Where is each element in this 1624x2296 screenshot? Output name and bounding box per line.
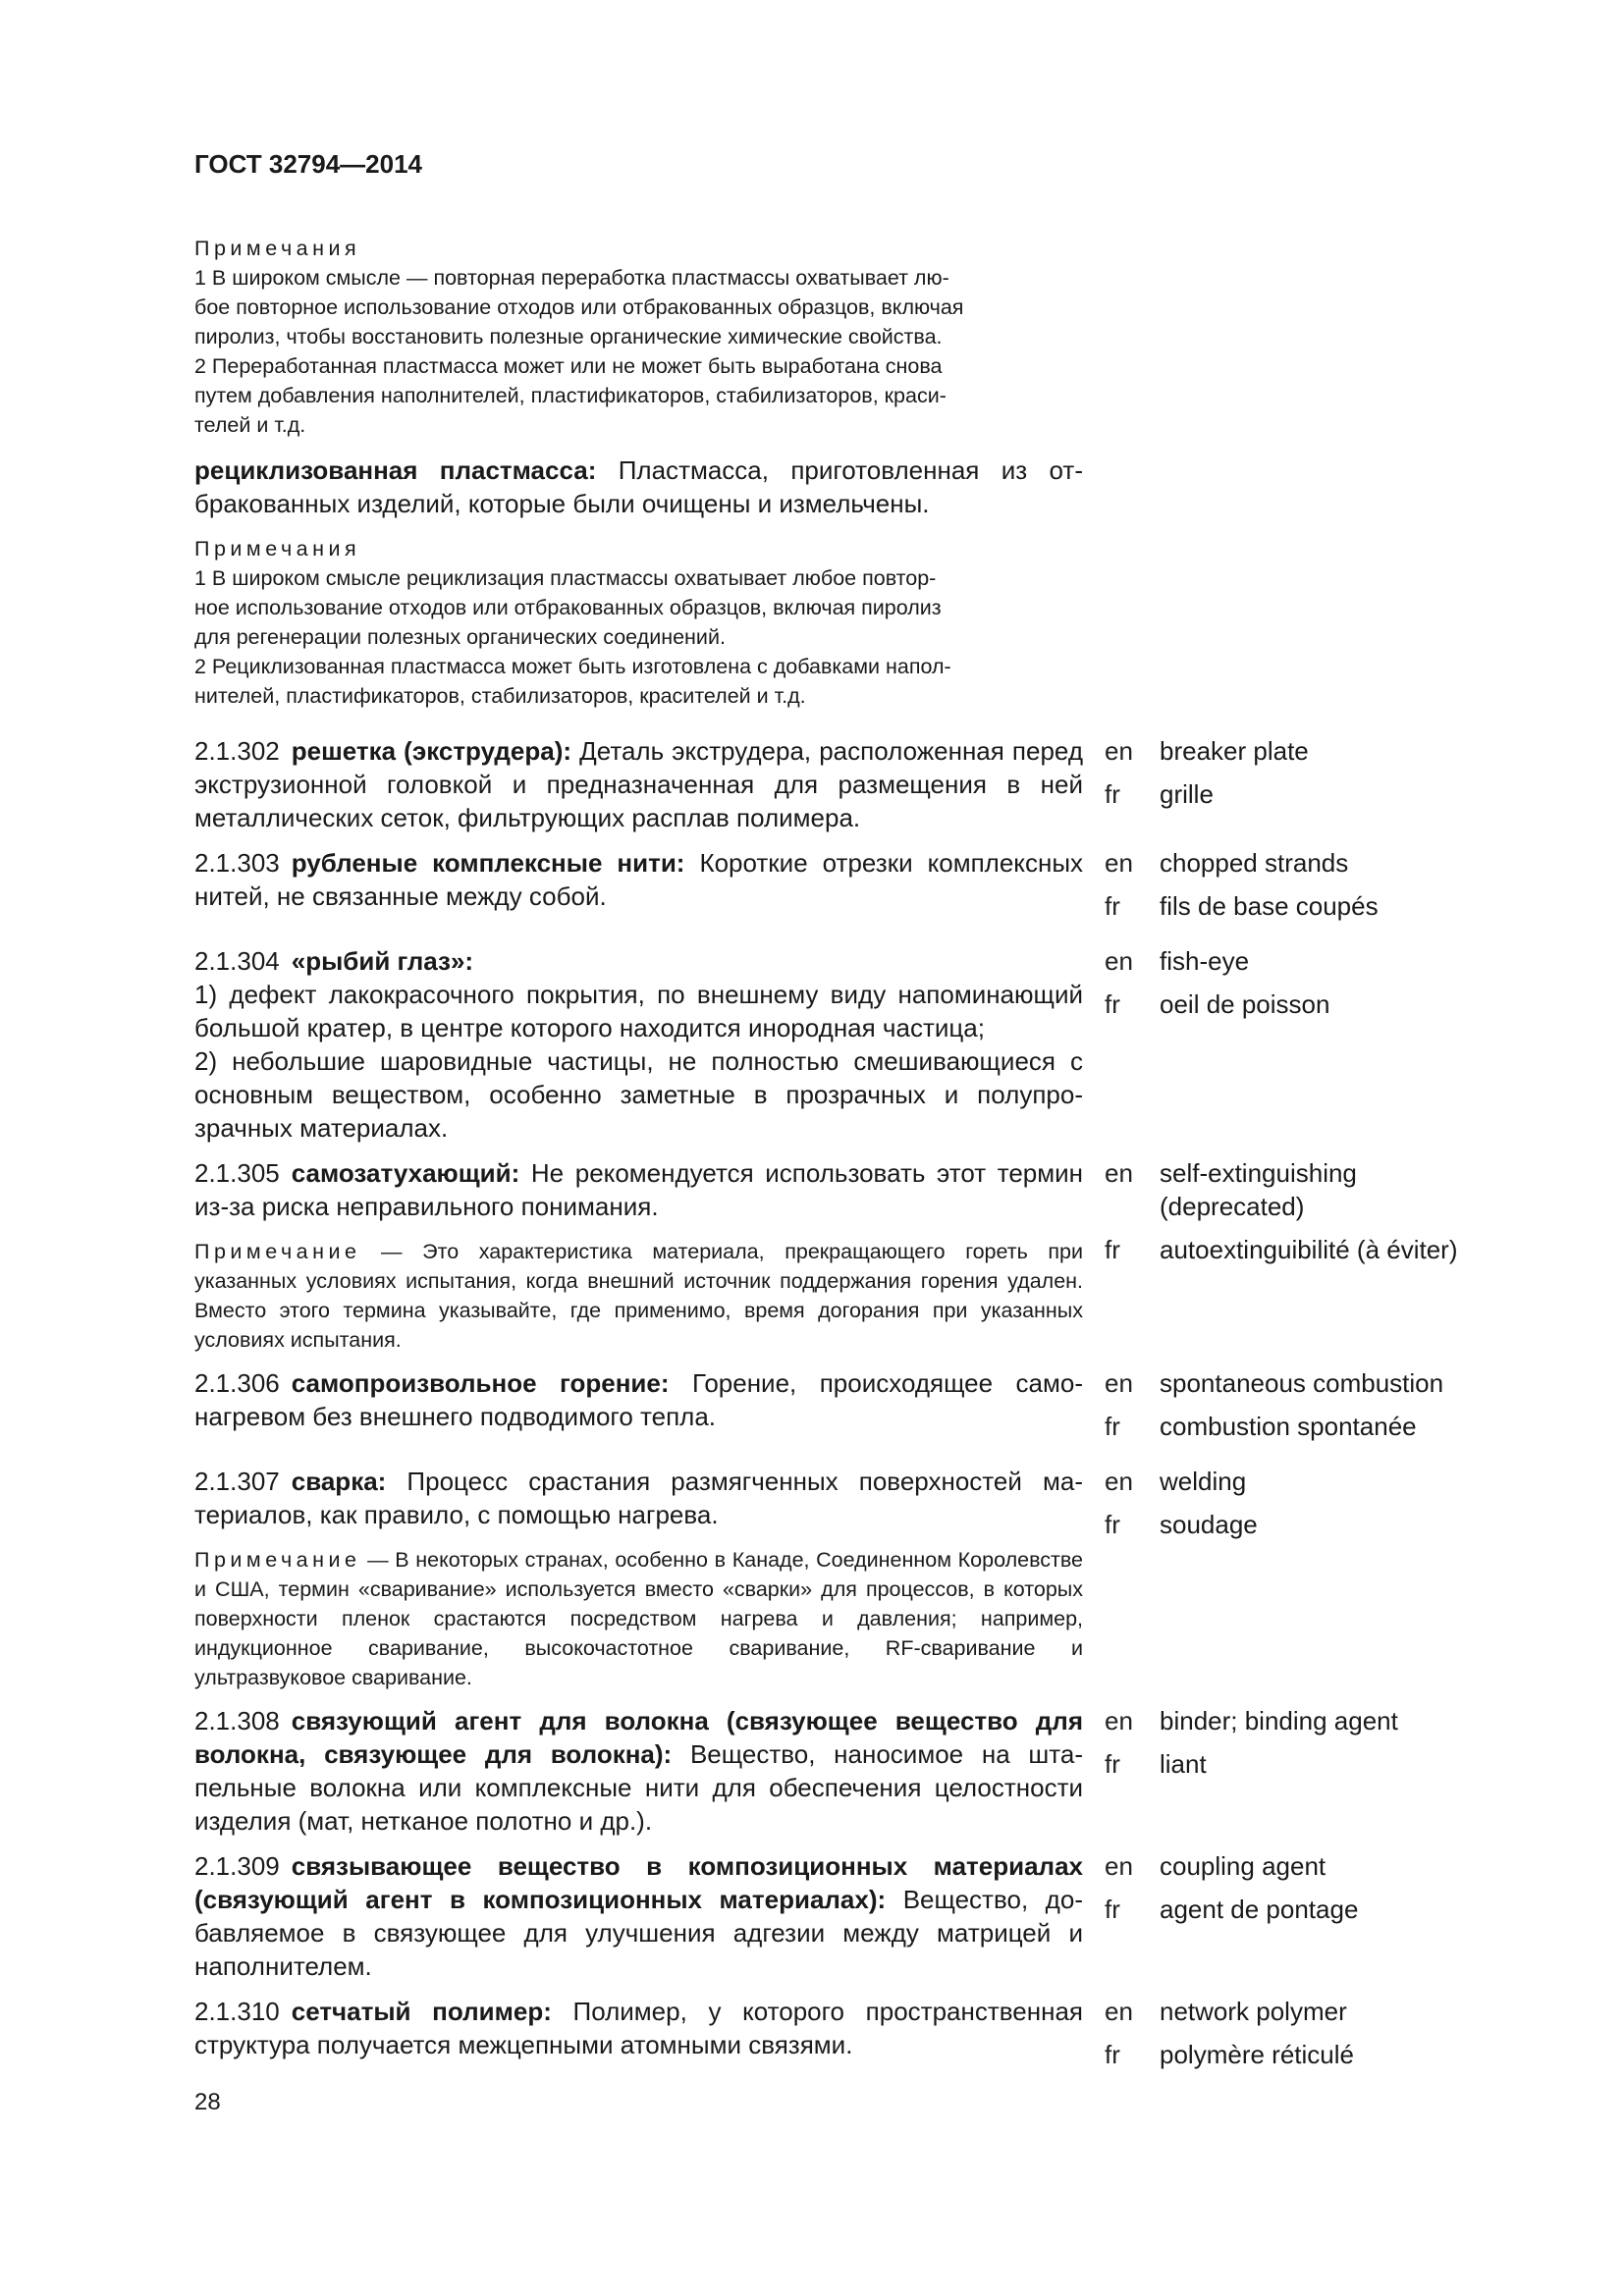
term-definition [194,454,1083,520]
entry-equivalents [1105,734,1490,821]
entry-equivalents [1105,1156,1490,1276]
standard-code: ГОСТ 32794—2014 [194,149,422,179]
term-entry [194,1465,1490,1692]
entry-russian [194,1465,1083,1692]
lang-code-fr: fr [1105,1510,1120,1539]
note-line: 2 Рециклизованная пластмасса может быть изготовлена с добавками напол- [194,655,951,678]
french-term: polymère réticulé [1160,2040,1354,2069]
english-term: coupling agent [1160,1851,1326,1881]
term-entry [194,1849,1490,1983]
entry-russian [194,734,1083,834]
entry-definition: Деталь экструдера, расположенная перед экструзионной головкой и предназначенная для размещения в ней металлических сеток, фильтрующих расплав полимера. [194,736,1083,832]
french-term: soudage [1160,1510,1258,1539]
entry-term: решетка (экструдера): [291,736,572,766]
english-term: network polymer [1160,1997,1347,2026]
english-term: breaker plate [1160,736,1309,766]
entry-russian [194,846,1083,913]
lang-code-en: en [1105,1851,1133,1881]
lang-code-fr: fr [1105,1412,1120,1441]
note-line: нителей, пластификаторов, стабилизаторов, красителей и т.д. [194,684,806,708]
lang-code-fr: fr [1105,1749,1120,1779]
french-term: agent de pontage [1160,1895,1359,1924]
entry-term: сварка: [291,1467,387,1496]
notes-block-2 [194,534,1083,711]
entry-term: рубленые комплексные нити: [291,848,685,878]
entry-equivalents [1105,1465,1490,1551]
entry-definition: Процесс срастания размягченных поверхностей материалов, как правило, с помощью нагрева. [194,1467,1083,1529]
entry-definition: Вещество, добавляемое в связующее для улучшения адгезии между матрицей и наполнителем. [194,1885,1083,1981]
lang-code-en: en [1105,1706,1133,1735]
entry-equivalents [1105,1995,1490,2081]
entry-russian [194,1849,1083,1983]
term-entry [194,1995,1490,2081]
note-line: бое повторное использование отходов или отбракованных образцов, включая [194,295,964,319]
notes-heading: Примечания [194,537,361,561]
entry-note [194,1237,1083,1355]
notes-heading: Примечания [194,237,361,260]
entry-term: связующий агент для волокна (связующее вещество для волокна, связующее для волокна): [194,1706,1083,1769]
entry-number: 2.1.306 [194,1368,280,1398]
term-entry [194,944,1490,1145]
definition-item: 1) дефект лакокрасочного покрытия, по внешнему виду напоминающий большой кратер, в центре которого находится инородная частица; [194,980,1083,1042]
english-term: fish-eye [1160,946,1250,976]
term-entry [194,1366,1490,1453]
entry-definition: Вещество, наносимое на штапельные волокна или комплексные нити для обеспечения целостности изделия (мат, нетканое полотно и др.). [194,1739,1084,1836]
note-line: пиролиз, чтобы восстановить полезные органические химические свойства. [194,325,943,348]
lang-code-en: en [1105,848,1133,878]
entry-number: 2.1.310 [194,1997,280,2026]
entry-russian [194,1156,1083,1355]
entry-definition: Короткие отрезки комплексных нитей, не связанные между собой. [194,848,1084,911]
entry-number: 2.1.309 [194,1851,280,1881]
note-label: Примечание [194,1240,361,1263]
french-term: autoextinguibilité (à éviter) [1160,1235,1458,1264]
entry-number: 2.1.302 [194,736,280,766]
entry-equivalents [1105,944,1490,1031]
term-entry [194,1156,1490,1355]
lang-code-en: en [1105,1467,1133,1496]
lang-code-fr: fr [1105,989,1120,1019]
entry-number: 2.1.308 [194,1706,280,1735]
french-term: fils de base coupés [1160,891,1379,921]
note-line: 2 Переработанная пластмасса может или не может быть выработана снова [194,354,943,378]
lang-code-fr: fr [1105,1895,1120,1924]
french-term: grille [1160,779,1214,809]
definition-item: 2) небольшие шаровидные частицы, не полностью смешивающиеся с основным веществом, особенно заметные в прозрачных и полупрозрачных материалах. [194,1046,1083,1143]
term-entry [194,734,1490,834]
note-line: для регенерации полезных органических соединений. [194,625,726,649]
entry-term: «рыбий глаз»: [291,946,474,976]
notes-block-1 [194,234,1083,440]
lang-code-en: en [1105,1158,1133,1188]
entry-term: самопроизвольное горение: [291,1368,670,1398]
term-entry [194,846,1490,933]
english-term: self-extinguishing (deprecated) [1160,1158,1357,1221]
lang-code-en: en [1105,736,1133,766]
english-term: spontaneous combustion [1160,1368,1444,1398]
note-line: 1 В широком смысле рециклизация пластмассы охватывает любое повтор- [194,566,937,590]
entry-note [194,1545,1083,1692]
continued-notes-section [194,234,1083,711]
entry-definition: Не рекомендуется использовать этот термин из-за риска неправильного понимания. [194,1158,1083,1221]
entry-term: самозатухающий: [291,1158,520,1188]
entry-definition: Полимер, у которого пространственная структура получается межцепными атомными связями. [194,1997,1083,2059]
entry-russian [194,944,1083,1145]
term-entry [194,1704,1490,1838]
french-term: combustion spontanée [1160,1412,1417,1441]
page-number: 28 [194,2089,221,2115]
note-text: — Это характеристика материала, прекращающего гореть при указанных условиях испытания, когда внешний источник поддержания горения удален. Вместо этого термина указывайте, где применимо, время догорания при указанных условиях испытания. [194,1240,1083,1352]
entry-equivalents [1105,846,1490,933]
entry-equivalents [1105,1704,1490,1790]
term-name: рециклизованная пластмасса: [194,455,597,485]
term-entries [194,734,1490,2093]
lang-code-en: en [1105,946,1133,976]
note-line: телей и т.д. [194,413,306,437]
french-term: oeil de poisson [1160,989,1330,1019]
note-line: 1 В широком смысле — повторная переработка пластмассы охватывает лю- [194,266,949,290]
entry-equivalents [1105,1366,1490,1453]
entry-russian [194,1366,1083,1433]
entry-term: связывающее вещество в композиционных материалах (связующий агент в композиционных материалах): [194,1851,1083,1914]
entry-number: 2.1.304 [194,946,280,976]
entry-number: 2.1.305 [194,1158,280,1188]
lang-code-fr: fr [1105,891,1120,921]
entry-term: сетчатый полимер: [291,1997,552,2026]
entry-number: 2.1.303 [194,848,280,878]
note-text: — В некоторых странах, особенно в Канаде, Соединенном Королевстве и США, термин «сваривание» используется вместо «сварки» для процессов, в которых поверхности пленок срастаются посредством нагрева и давления; например, индукционное сваривание, высокочастотное сваривание, RF-сваривание и ультразвуковое сваривание. [194,1548,1083,1689]
lang-code-fr: fr [1105,779,1120,809]
lang-code-fr: fr [1105,2040,1120,2069]
french-term: liant [1160,1749,1207,1779]
entry-russian [194,1704,1083,1838]
english-term: chopped strands [1160,848,1349,878]
entry-number: 2.1.307 [194,1467,280,1496]
note-line: путем добавления наполнителей, пластификаторов, стабилизаторов, краси- [194,384,947,407]
english-term: binder; binding agent [1160,1706,1398,1735]
term-text: Пластмасса, приготовленная из отбракованных изделий, которые были очищены и измельчены. [194,455,1083,518]
note-label: Примечание [194,1548,361,1572]
lang-code-en: en [1105,1368,1133,1398]
english-term: welding [1160,1467,1247,1496]
lang-code-en: en [1105,1997,1133,2026]
lang-code-fr: fr [1105,1235,1120,1264]
entry-definition: Горение, происходящее самонагревом без внешнего подводимого тепла. [194,1368,1084,1431]
entry-equivalents [1105,1849,1490,1936]
note-line: ное использование отходов или отбракованных образцов, включая пиролиз [194,596,942,619]
entry-russian [194,1995,1083,2061]
